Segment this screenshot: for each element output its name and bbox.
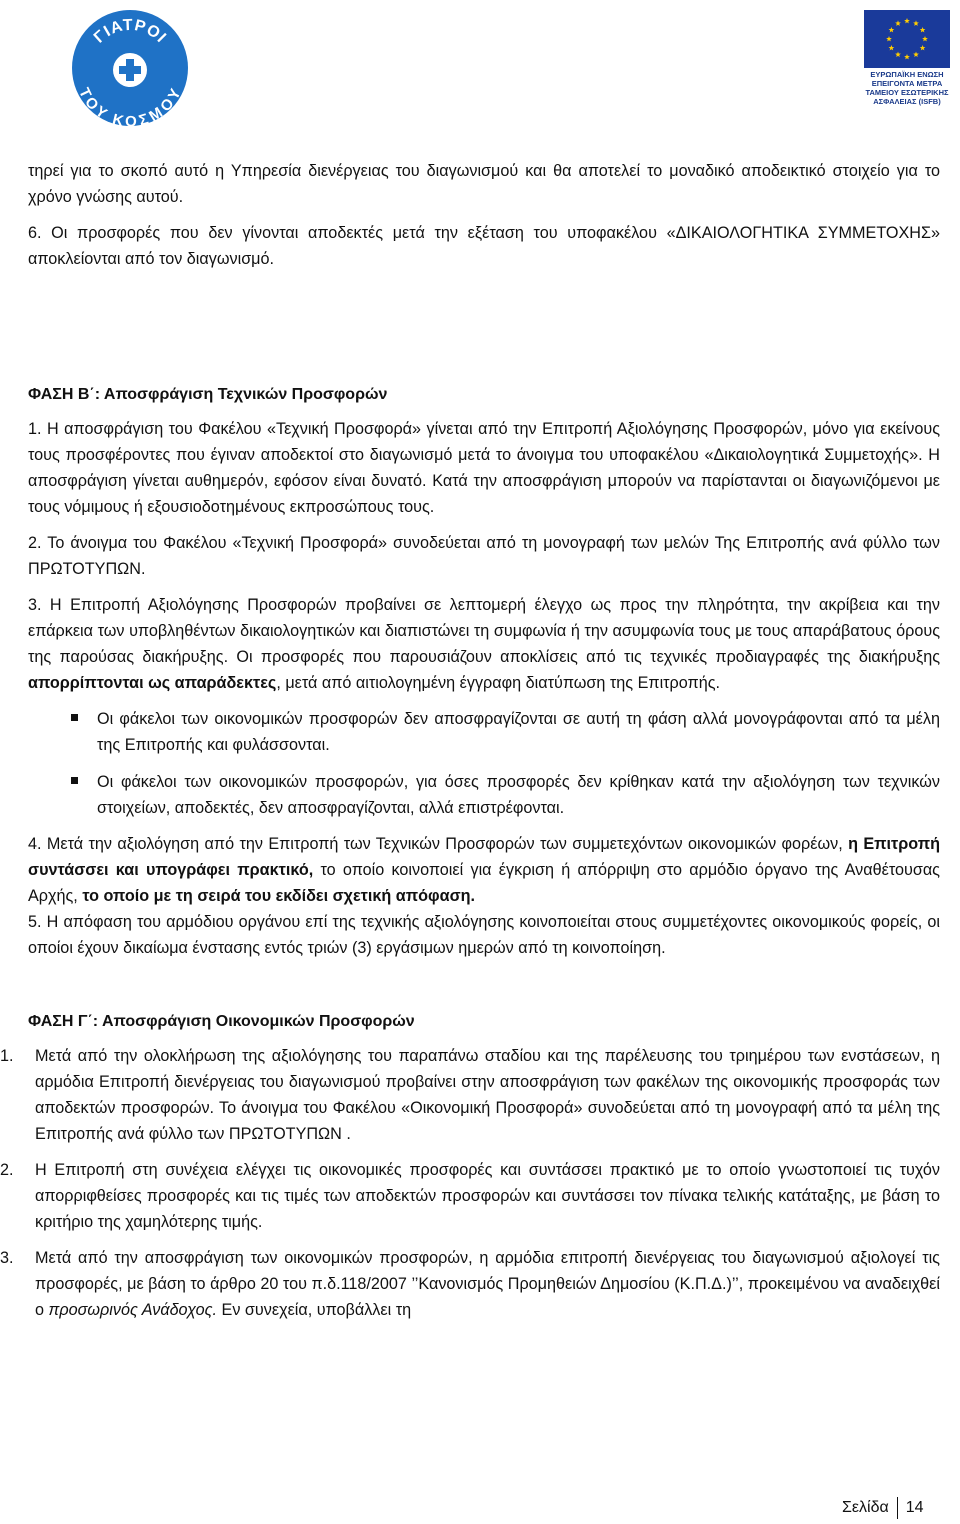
phase-b-item-4-text: 4. Μετά την αξιολόγηση από την Επιτροπή των Τεχνικών Προσφορών των συμμετεχόντων οικονομικών φορέων,: [28, 835, 849, 853]
phase-b-item-5: 5. Η απόφαση του αρμόδιου οργάνου επί της τεχνικής αξιολόγησης κοινοποιείται στους συμμετέχοντες οικονομικούς φορείς, οι οποίοι έχουν δικαίωμα ένστασης εντός τριών (3) εργάσιμων ημερών από τη κοινοποίηση.: [28, 913, 940, 957]
phase-c-item-2: [0, 1157, 940, 1235]
phase-c-item-3-text-b: Εν συνεχεία, υποβάλλει τη: [217, 1301, 412, 1319]
phase-c-item-2-number: 2.: [0, 1161, 14, 1179]
phase-b-item-3-bold: απορρίπτονται ως απαράδεκτες: [28, 674, 277, 692]
document-body: [0, 158, 940, 1323]
phase-b-item-4-mid: το οποίο κοινοποιεί για έγκριση ή απόρριψη στο αρμόδιο όργανο της Αναθέτουσας Αρχής,: [28, 861, 940, 905]
paragraph-intro: τηρεί για το σκοπό αυτό η Υπηρεσία διενέργειας του διαγωνισμού και θα αποτελεί το μοναδικό αποδεικτικό στοιχείο για το χρόνο γνώσης αυτού.: [28, 162, 940, 206]
phase-c-item-1-text: Μετά από την ολοκλήρωση της αξιολόγησης του παραπάνω σταδίου και της παρέλευσης του τριημέρου των ενστάσεων, η αρμόδια Επιτροπή διενέργειας του διαγωνισμού προβαίνει στην αποσφράγιση των φακέλων της οικονομικής προσφοράς των αποδεκτών προσφορών. Το άνοιγμα του Φακέλου «Οικονομική Προσφορά» συνοδεύεται από τη μονογραφή από τα μέλη της Επιτροπής ανά φύλλο των ΠΡΩΤΟΤΥΠΩΝ .: [35, 1047, 940, 1143]
bullet-item-2: [69, 769, 940, 821]
phase-c-item-2-text: Η Επιτροπή στη συνέχεια ελέγχει τις οικονομικές προσφορές και συντάσσει πρακτικό με το οποίο γνωστοποιεί τις τυχόν απορριφθείσες προσφορές και τις τιμές των αποδεκτών προσφορών και συντάσσει τον πίνακα τελικής κατάταξης, με βάση το κριτήριο της χαμηλότερης τιμής.: [35, 1161, 940, 1231]
eu-isf-logo: [862, 10, 952, 120]
logo-text-bottom: ΤΟΥ ΚΟΣΜΟΥ: [75, 85, 185, 128]
heading-phase-b: ΦΑΣΗ Β΄: Αποσφράγιση Τεχνικών Προσφορών: [28, 386, 388, 403]
phase-c-item-3-italic: προσωρινός Ανάδοχος.: [48, 1301, 218, 1319]
phase-c-item-3-text-a: Μετά από την αποσφράγιση των οικονομικών προσφορών, η αρμόδια επιτροπή διενέργειας του διαγωνισμού αξιολογεί τις προσφορές, με βάση το άρθρο 20 του π.δ.118/2007 ’’Κανονισμός Προμηθειών Δημοσίου (Κ.Π.Δ.)’’, προκειμένου να αναδειχθεί ο: [35, 1249, 940, 1319]
eu-text-line-1: ΕΥΡΩΠΑΪΚΗ ΕΝΩΣΗ: [870, 70, 944, 79]
heading-phase-c: ΦΑΣΗ Γ΄: Αποσφράγιση Οικονομικών Προσφορών: [28, 1013, 415, 1030]
page-footer: [842, 1497, 924, 1519]
phase-c-item-3: [0, 1245, 940, 1323]
phase-c-item-3-text: [35, 1245, 940, 1323]
phase-b-item-3-text: 3. Η Επιτροπή Αξιολόγησης Προσφορών προβαίνει σε λεπτομερή έλεγχο ως προς την πληρότητα, την ακρίβεια και την επάρκεια των υποβληθέντων δικαιολογητικών και διαπιστώνει τη συμφωνία ή την ασυμφωνία τους με τους απαράβατους όρους της παρούσας διακήρυξης. Οι προσφορές που παρουσιάζουν αποκλίσεις από τις τεχνικές προδιαγραφές της διακήρυξης: [28, 596, 940, 666]
bullet-item-2-text: Οι φάκελοι των οικονομικών προσφορών, για όσες προσφορές δεν κρίθηκαν κατά την αξιολόγηση των τεχνικών στοιχείων, αποδεκτές, δεν αποσφραγίζονται, αλλά επιστρέφονται.: [97, 773, 940, 817]
footer-divider: [897, 1497, 898, 1519]
phase-b-item-3-end: , μετά από αιτιολογημένη έγγραφη διατύπωση της Επιτροπής.: [276, 674, 721, 692]
eu-text-line-4: ΑΣΦΑΛΕΙΑΣ (ISFB): [873, 97, 941, 106]
page-number: 14: [905, 1499, 924, 1516]
phase-c-item-1-number: 1.: [0, 1047, 14, 1065]
phase-b-item-1: 1. Η αποσφράγιση του Φακέλου «Τεχνική Προσφορά» γίνεται από την Επιτροπή Αξιολόγησης Προσφορών, μόνο για εκείνους τους προσφέροντες που έγιναν αποδεκτοί στο διαγωνισμό μετά το άνοιγμα του υποφακέλου «Δικαιολογητικά Συμμετοχής». Η αποσφράγιση γίνεται αυθημερόν, εφόσον είναι δυνατό. Κατά την αποσφράγιση μπορούν να παρίστανται οι διαγωνιζόμενοι με τους νόμιμους ή εξουσιοδοτημένους εκπροσώπους τους.: [28, 420, 940, 516]
eu-flag-icon: [864, 10, 950, 68]
item-6: 6. Οι προσφορές που δεν γίνονται αποδεκτές μετά την εξέταση του υποφακέλου «ΔΙΚΑΙΟΛΟΓΗΤΙΚΑ ΣΥΜΜΕΤΟΧΗΣ» αποκλείονται από τον διαγωνισμό.: [28, 224, 940, 268]
bullet-item-1: [69, 706, 940, 758]
bullet-square-icon: [71, 777, 78, 784]
phase-b-item-2: 2. Το άνοιγμα του Φακέλου «Τεχνική Προσφορά» συνοδεύεται από τη μονογραφή των μελών Της Επιτροπής ανά φύλλο των ΠΡΩΤΟΤΥΠΩΝ.: [28, 534, 940, 578]
phase-b-item-4-bold-2: το οποίο με τη σειρά του εκδίδει σχετική απόφαση.: [82, 887, 476, 905]
bullet-item-1-text: Οι φάκελοι των οικονομικών προσφορών δεν αποσφραγίζονται σε αυτή τη φάση αλλά μονογράφονται από τα μέλη της Επιτροπής και φυλάσσονται.: [97, 710, 940, 754]
eu-text-line-2: ΕΠΕΙΓΟΝΤΑ ΜΕΤΡΑ: [871, 79, 943, 88]
phase-b-item-4: [28, 831, 940, 909]
phase-b-item-3: [28, 592, 940, 696]
bullet-square-icon: [71, 714, 78, 721]
bullet-list: [28, 706, 940, 821]
page-label: Σελίδα: [842, 1499, 889, 1516]
phase-c-item-1: [0, 1043, 940, 1147]
phase-c-item-3-number: 3.: [0, 1249, 14, 1267]
logo-text-top: ΓΙΑΤΡΟΙ: [90, 16, 170, 47]
doctors-of-the-world-logo: [70, 8, 190, 128]
eu-text-line-3: ΤΑΜΕΙΟΥ ΕΣΩΤΕΡΙΚΗΣ: [865, 88, 949, 97]
phase-b-item-4-bold-1: η Επιτροπή συντάσσει και υπογράφει πρακτικό,: [28, 835, 940, 879]
